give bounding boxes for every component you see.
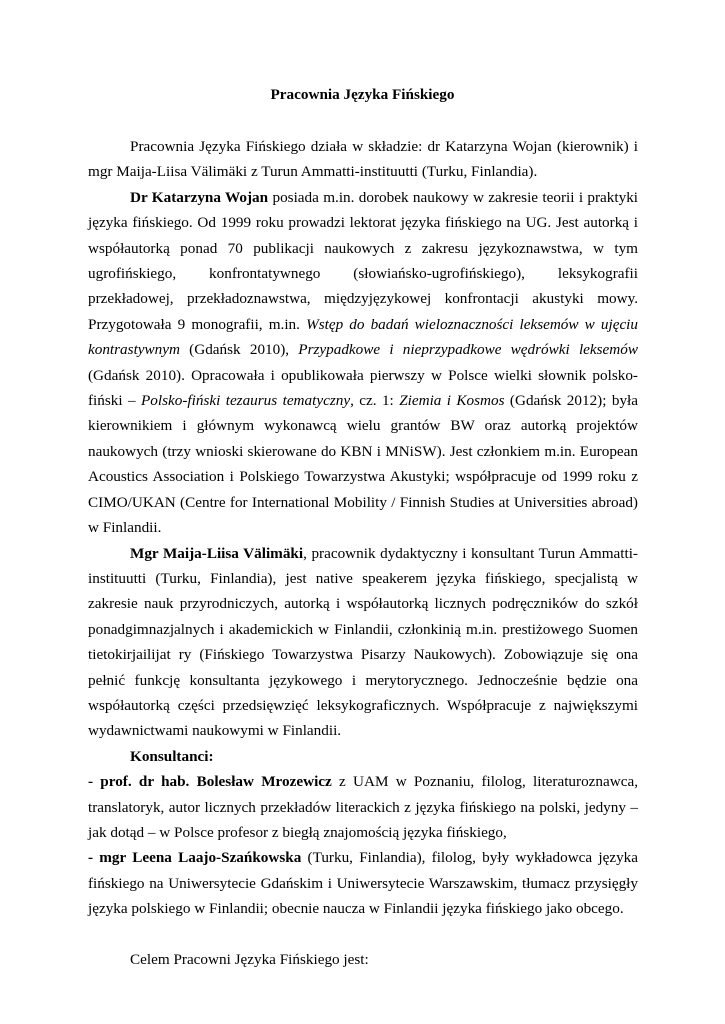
paragraph-gap xyxy=(88,922,638,947)
book-title-1: Wstęp do badań wieloznaczności leksemów w ujęciu kontrastywnym xyxy=(88,315,638,359)
page-title: Pracownia Języka Fińskiego xyxy=(270,86,455,103)
wojan-name: Dr Katarzyna Wojan xyxy=(130,188,269,206)
wojan-text-1: posiada m.in. dorobek naukowy w zakresie teorii i praktyki języka fińskiego. Od 1999 roku prowadzi lektorat języka fińskiego na UG. Jest autorką i współautorką ponad 70 publikacji naukowych z zakresu językoznawstwa, w tym ugrofińskiego, konfrontatywnego (słowiańsko-ugrofińskiego), leksykografii przekładowej, przekładoznawstwa, międzyjęzykowej konfrontacji akustyki mowy. Przygotowała 9 monografii, m.in. xyxy=(88,188,639,333)
wojan-text-4: , cz. 1: xyxy=(350,392,400,410)
wojan-text-2: (Gdańsk 2010), xyxy=(179,341,299,359)
valimaki-name: Mgr Maija-Liisa Välimäki xyxy=(130,544,304,562)
wojan-paragraph xyxy=(88,185,638,541)
goals-intro: Celem Pracowni Języka Fińskiego jest: xyxy=(130,950,369,968)
valimaki-paragraph xyxy=(88,541,638,744)
wojan-text-3: (Gdańsk 2010). Opracowała i opublikowała pierwszy w Polsce wielki słownik polsko-fiński – xyxy=(88,366,638,410)
book-title-2: Przypadkowe i nieprzypadkowe wędrówki leksemów xyxy=(298,341,638,359)
document-body xyxy=(88,134,638,972)
consultant-text-laajo: (Turku, Finlandia), filolog, były wykładowca języka fińskiego na Uniwersytecie Gdańskim i Uniwersytecie Warszawskim, tłumacz przysięgły języka polskiego w Finlandii; obecnie naucza w Finlandii języka fińskiego jako obcego. xyxy=(88,849,638,918)
intro-paragraph: Pracownia Języka Fińskiego działa w składzie: dr Katarzyna Wojan (kierownik) i mgr Maija-Liisa Välimäki z Turun Ammatti-instituutti (Turku, Finlandia). xyxy=(88,138,638,181)
consultant-name-laajo: - mgr Leena Laajo-Szańkowska xyxy=(88,849,302,867)
consultant-text-mrozewicz: z UAM w Poznaniu, filolog, literaturoznawca, translatoryk, autor licznych przekładów literackich z języka fińskiego na polski, jedyny – jak dotąd – w Polsce profesor z biegłą znajomością języka fińskiego, xyxy=(88,773,639,841)
book-title-3: Polsko-fiński tezaurus tematyczny xyxy=(141,392,351,410)
valimaki-text: , pracownik dydaktyczny i konsultant Turun Ammatti-instituutti (Turku, Finlandia), jest native speakerem języka fińskiego, specjalistą w zakresie nauk przyrodniczych, autorką i współautorką licznych podręczników do szkół ponadgimnazjalnych i akademickich w Finlandii, członkinią m.in. prestiżowego Suomen tietokirjailijat ry (Fińskiego Towarzystwa Pisarzy Naukowych). Zobowiązuje się ona pełnić funkcję konsultanta językowego i merytorycznego. Jednocześnie będzie ona współautorką części przedsięwzięć leksykograficznych. Współpracuje z największymi wydawnictwami naukowymi w Finlandii. xyxy=(88,544,638,740)
consultant-name-mrozewicz: - prof. dr hab. Bolesław Mrozewicz xyxy=(88,773,332,791)
consultant-item-laajo xyxy=(88,845,638,921)
consultant-item-mrozewicz xyxy=(88,769,638,845)
consultants-heading: Konsultanci: xyxy=(130,747,214,765)
wojan-text-5: (Gdańsk 2012); była kierownikiem i głównym wykonawcą wielu grantów BW oraz autorką projektów naukowych (trzy wnioski skierowane do KBN i MNiSW). Jest członkiem m.in. European Acoustics Association i Polskiego Towarzystwa Akustyki; współpracuje od 1999 roku z CIMO/UKAN (Centre for International Mobility / Finnish Studies at Universities abroad) w Finlandii. xyxy=(88,392,638,537)
book-title-4: Ziemia i Kosmos xyxy=(399,392,505,410)
